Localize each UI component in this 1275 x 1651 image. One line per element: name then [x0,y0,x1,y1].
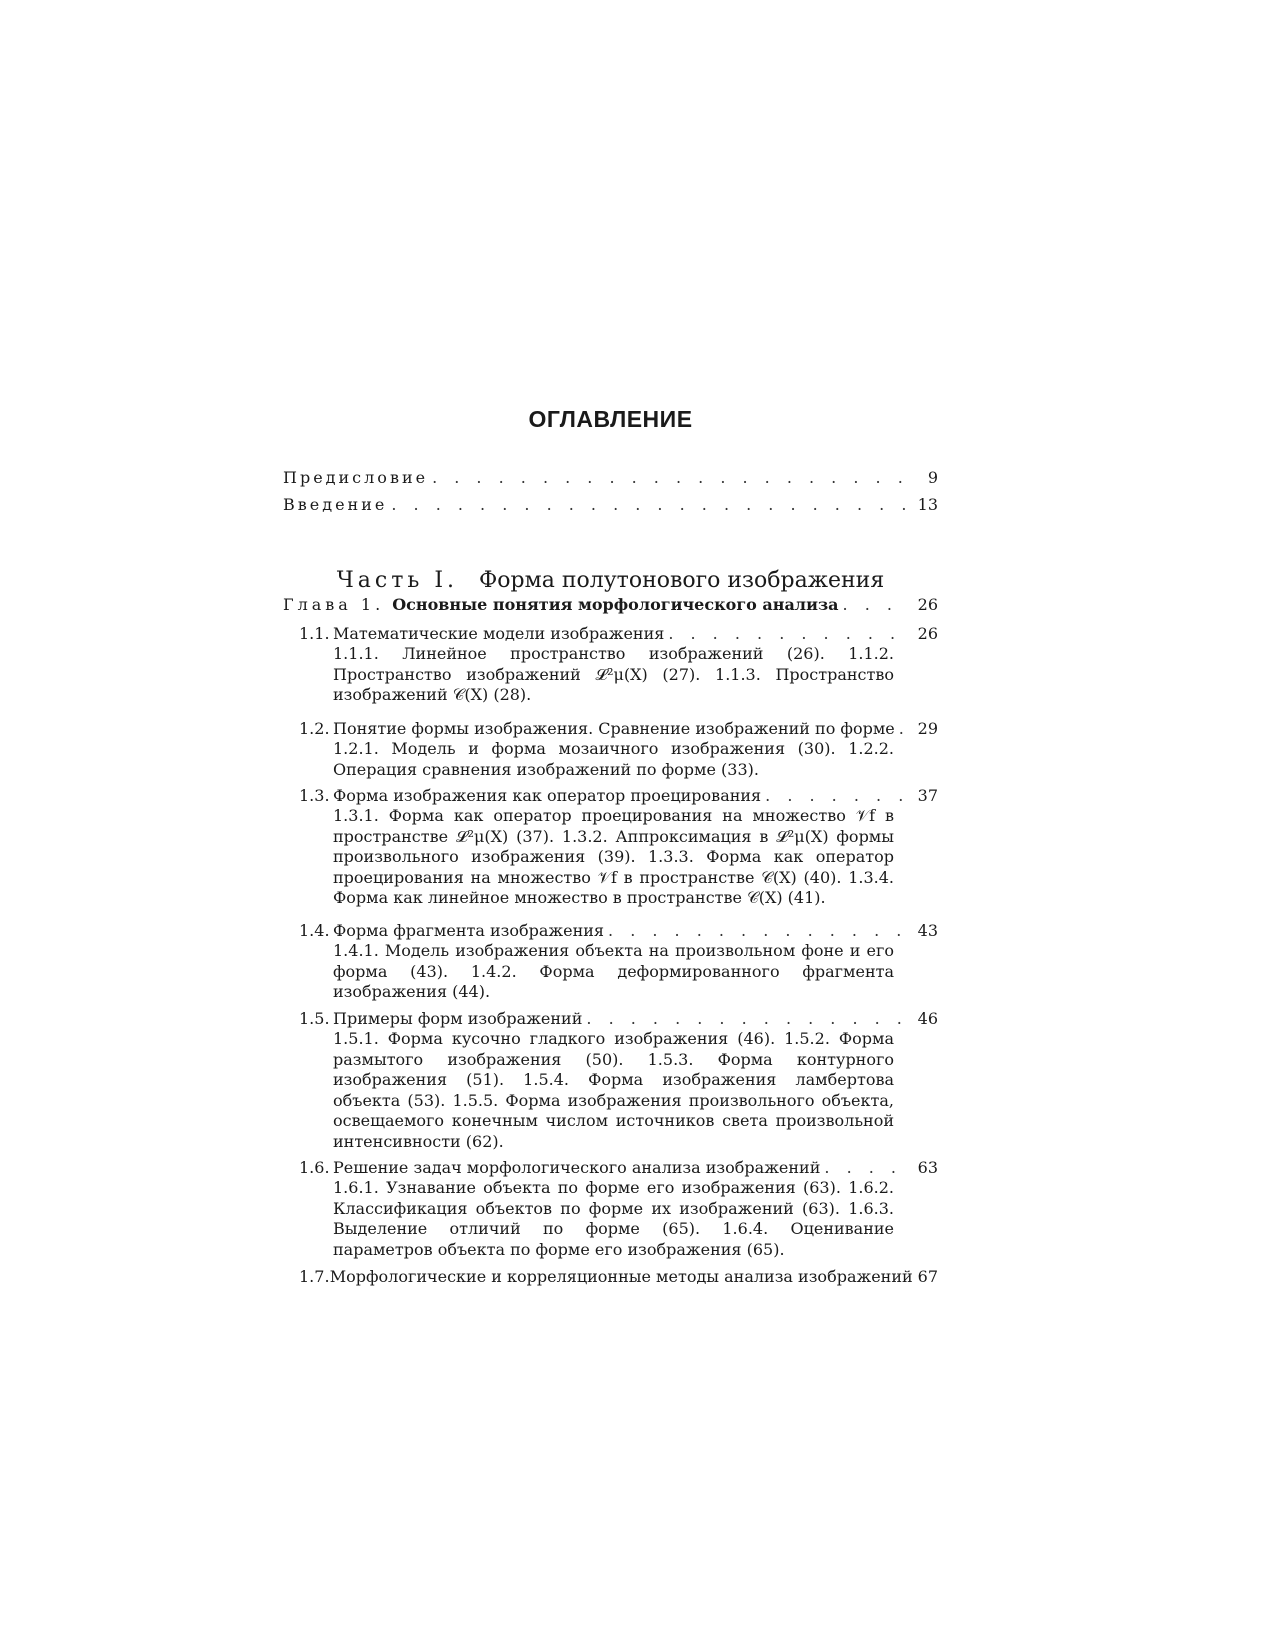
section-title: Математические модели изображения [333,624,665,643]
section-subsections: 1.3.1. Форма как оператор проецирования на множество 𝒱f в пространстве 𝓛²μ(X) (37). 1.3.2. Аппроксимация в 𝓛²μ(X) формы произвольного изображения (39). 1.3.3. Форма как оператор проецирования на множество 𝒱f в пространстве 𝒞(X) (40). 1.3.4. Форма как линейное множество в пространстве 𝒞(X) (41). [333,806,894,907]
section-number: 1.2. [299,719,330,738]
section-subsections: 1.5.1. Форма кусочно гладкого изображения (46). 1.5.2. Форма размытого изображения (50). 1.5.3. Форма контурного изображения (51). 1.5.4. Форма изображения ламбертова объекта (53). 1.5.5. Форма изображения произвольного объекта, освещаемого конечным числом источников света произвольной интенсивности (62). [333,1029,894,1151]
section-number: 1.7. [299,1267,330,1286]
leader-dots [899,719,906,739]
toc-entry-label: Предисловие [283,468,429,487]
section-title: Форма изображения как оператор проецирования [333,786,762,805]
leader-dots [608,921,906,941]
section-title: Решение задач морфологического анализа изображений [333,1158,821,1177]
toc-entry-introduction[interactable] [283,495,938,515]
part-title: Форма полутонового изображения [479,568,885,593]
part-label: Часть I. [336,568,459,593]
section-page: 37 [917,786,938,805]
toc-section-1-5[interactable] [299,1009,938,1152]
section-subsections: 1.6.1. Узнавание объекта по форме его изображения (63). 1.6.2. Классификация объектов по форме их изображений (63). 1.6.3. Выделение отличий по форме (65). 1.6.4. Оценивание параметров объекта по форме его изображения (65). [333,1178,894,1259]
chapter-title: Основные понятия морфологического анализа [392,595,839,614]
section-number: 1.4. [299,921,330,940]
toc-entry-page: 26 [917,595,938,614]
toc-entry-page: 9 [927,468,938,487]
toc-section-1-1[interactable] [299,624,938,706]
section-subsections: 1.4.1. Модель изображения объекта на произвольном фоне и его форма (43). 1.4.2. Форма деформированного фрагмента изображения (44). [333,941,894,1001]
toc-entry-label: Введение [283,495,388,514]
leader-dots [668,624,906,644]
leader-dots [843,595,906,615]
section-title: Форма фрагмента изображения [333,921,605,940]
section-title: Морфологические и корреляционные методы анализа изображений [329,1267,913,1286]
section-subsections: 1.1.1. Линейное пространство изображений (26). 1.1.2. Пространство изображений 𝓛²μ(X) (27). 1.1.3. Пространство изображений 𝒞(X) (28). [333,644,894,704]
toc-section-1-6[interactable] [299,1158,938,1260]
section-number: 1.5. [299,1009,330,1028]
leader-dots [765,786,906,806]
chapter-label: Глава 1. [283,595,385,614]
toc-entry-page: 13 [917,495,938,514]
toc-section-1-7[interactable] [299,1267,938,1287]
part-heading [283,568,938,594]
section-page: 46 [917,1009,938,1028]
leader-dots [586,1009,906,1029]
section-number: 1.6. [299,1158,330,1177]
section-title: Примеры форм изображений [333,1009,583,1028]
toc-section-1-4[interactable] [299,921,938,1003]
toc-entry-preface[interactable] [283,468,938,488]
section-number: 1.1. [299,624,330,643]
section-title: Понятие формы изображения. Сравнение изображений по форме [333,719,895,738]
leader-dots [391,495,906,515]
leader-dots [432,468,906,488]
toc-section-1-3[interactable] [299,786,938,909]
page-title: ОГЛАВЛЕНИЕ [528,406,693,432]
toc-entry-chapter-1[interactable] [283,595,938,615]
section-page: 29 [917,719,938,738]
section-number: 1.3. [299,786,330,805]
section-page: 43 [917,921,938,940]
section-subsections: 1.2.1. Модель и форма мозаичного изображения (30). 1.2.2. Операция сравнения изображений по форме (33). [333,739,894,779]
section-page: 26 [917,624,938,643]
leader-dots [824,1158,906,1178]
section-page: 67 [917,1267,938,1286]
section-page: 63 [917,1158,938,1177]
toc-section-1-2[interactable] [299,719,938,780]
